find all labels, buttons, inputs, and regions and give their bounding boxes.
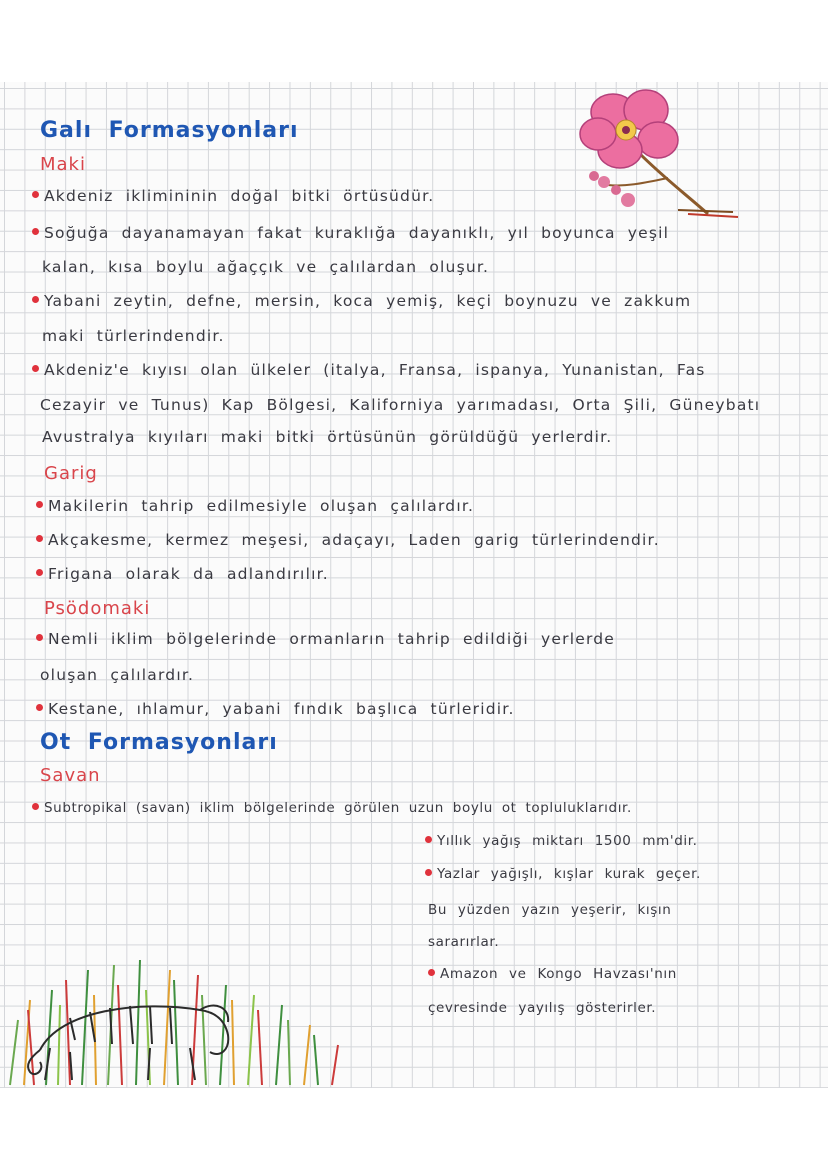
maki-line-1: Akdeniz iklimininin doğal bitki örtüsüdür. (32, 187, 434, 205)
bullet-dot (425, 836, 432, 843)
bullet-dot (425, 869, 432, 876)
ot-title: Ot Formasyonları (40, 730, 278, 755)
garig-title: Garig (44, 463, 98, 484)
maki-line-7: Cezayir ve Tunus) Kap Bölgesi, Kaliforniya yarımadası, Orta Şili, Güneybatı (40, 396, 761, 414)
bullet-dot (36, 535, 43, 542)
psodomaki-line-3: Kestane, ıhlamur, yabani fındık başlıca türleridir. (36, 700, 515, 718)
savan-line-4: Bu yüzden yazın yeşerir, kışın (428, 902, 672, 918)
maki-line-2: Soğuğa dayanamayan fakat kuraklığa dayanıklı, yıl boyunca yeşil (32, 224, 669, 242)
bullet-dot (32, 365, 39, 372)
bullet-dot (36, 704, 43, 711)
bullet-dot (36, 569, 43, 576)
pink-flower-icon (568, 82, 748, 227)
garig-line-2: Akçakesme, kermez meşesi, adaçayı, Laden garig türlerindendir. (36, 531, 660, 549)
bullet-dot (36, 634, 43, 641)
maki-line-3: kalan, kısa boylu ağaççık ve çalılardan oluşur. (42, 258, 490, 276)
maki-title: Maki (40, 154, 86, 175)
savan-line-5: sararırlar. (428, 934, 500, 950)
maki-line-4: Yabani zeytin, defne, mersin, koca yemiş, keçi boynuzu ve zakkum (32, 292, 691, 310)
savan-title: Savan (40, 765, 101, 786)
garig-line-3: Frigana olarak da adlandırılır. (36, 565, 329, 583)
psodomaki-line-2: oluşan çalılardır. (40, 666, 195, 684)
bullet-dot (32, 228, 39, 235)
psodomaki-line-1: Nemli iklim bölgelerinde ormanların tahrip edildiği yerlerde (36, 630, 615, 648)
maki-line-8: Avustralya kıyıları maki bitki örtüsünün görüldüğü yerlerdir. (42, 428, 613, 446)
savan-line-3: Yazlar yağışlı, kışlar kurak geçer. (425, 866, 701, 882)
gali-title: Galı Formasyonları (40, 118, 299, 143)
bullet-dot (36, 501, 43, 508)
savan-line-6: Amazon ve Kongo Havzası'nın (428, 966, 677, 982)
savan-line-1: Subtropikal (savan) iklim bölgelerinde görülen uzun boylu ot topluluklarıdır. (32, 800, 632, 816)
bullet-dot (428, 969, 435, 976)
tiger-in-grass-icon (0, 940, 350, 1088)
psodomaki-title: Psödomaki (44, 598, 151, 619)
savan-line-2: Yıllık yağış miktarı 1500 mm'dir. (425, 833, 698, 849)
maki-line-6: Akdeniz'e kıyısı olan ülkeler (italya, Fransa, ispanya, Yunanistan, Fas (32, 361, 706, 379)
bullet-dot (32, 803, 39, 810)
garig-line-1: Makilerin tahrip edilmesiyle oluşan çalılardır. (36, 497, 474, 515)
savan-line-7: çevresinde yayılış gösterirler. (428, 1000, 657, 1016)
bullet-dot (32, 191, 39, 198)
bullet-dot (32, 296, 39, 303)
maki-line-5: maki türlerindendir. (42, 327, 225, 345)
